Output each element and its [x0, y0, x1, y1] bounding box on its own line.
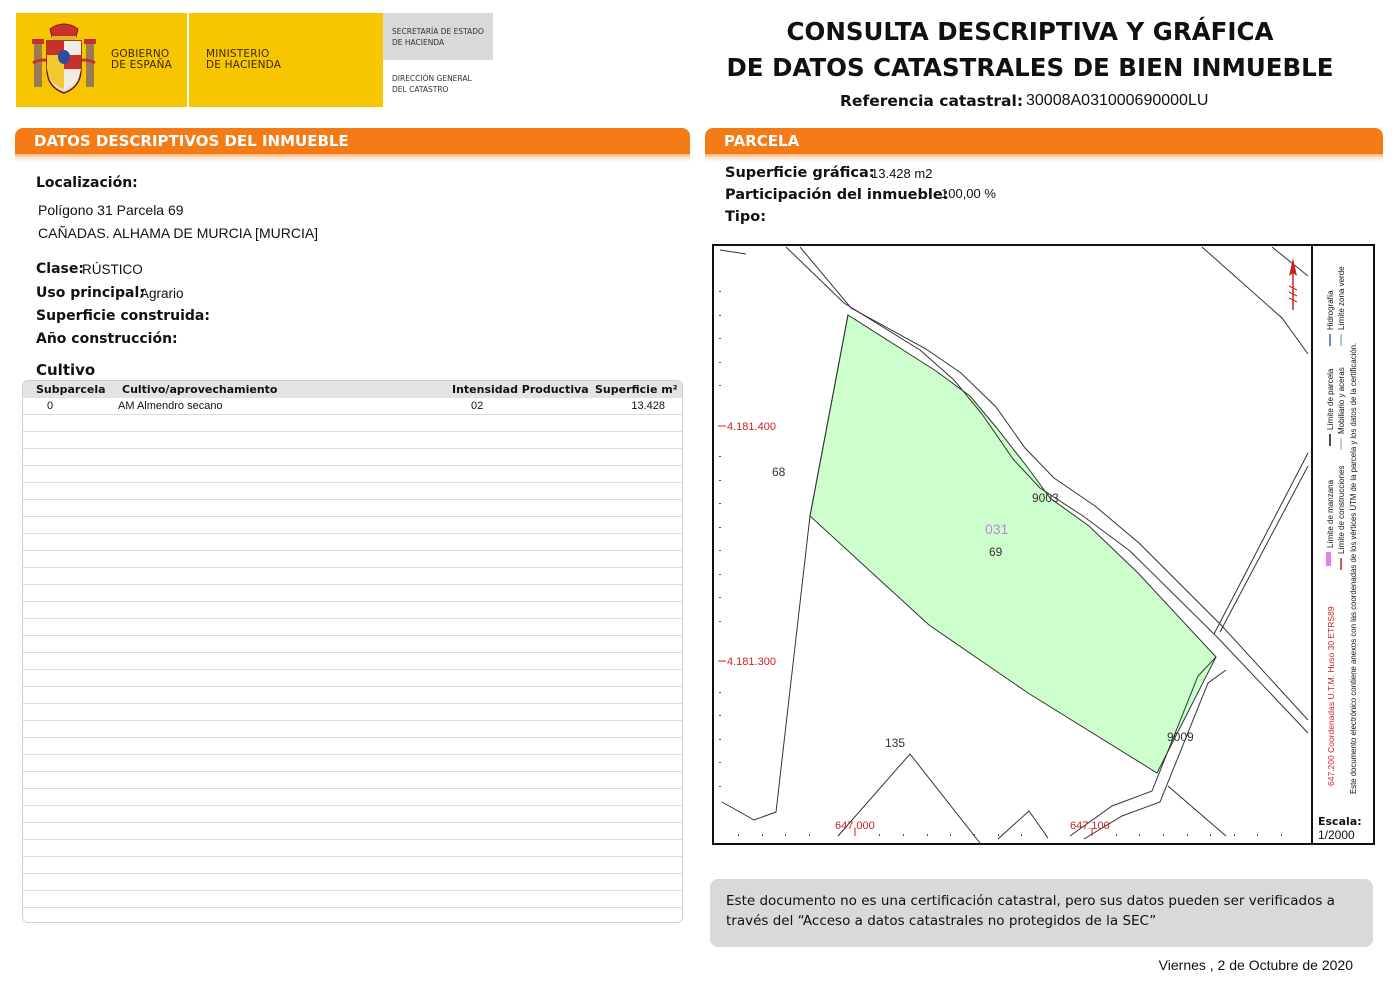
localizacion-line1: Polígono 31 Parcela 69 — [38, 202, 184, 218]
table-row-empty — [23, 755, 682, 772]
logo-gobierno: GOBIERNO DE ESPAÑA — [111, 48, 173, 71]
note-line1: Este documento no es una certificación catastral, pero sus datos pueden ser verificados a — [726, 893, 1335, 909]
superficie-grafica-label: Superficie gráfica: — [725, 165, 875, 181]
uso-principal-label: Uso principal: — [36, 285, 145, 301]
table-row-empty — [23, 619, 682, 636]
cell-intensidad: 02 — [471, 400, 484, 412]
escala-value: 1/2000 — [1318, 828, 1355, 842]
label-135: 135 — [885, 736, 906, 750]
coord-label-647100: 647.100 — [1070, 820, 1110, 832]
parcel-map-drawing — [714, 246, 1311, 843]
section-header-shadow — [705, 154, 1383, 162]
table-row-empty — [23, 806, 682, 823]
legend-divider — [1311, 246, 1313, 843]
cultivo-table — [22, 380, 683, 923]
coord-label-4181300: 4.181.300 — [727, 656, 776, 668]
table-row-empty — [23, 840, 682, 857]
table-row-empty — [23, 517, 682, 534]
table-row-empty — [23, 721, 682, 738]
parcel-boundary — [998, 811, 1048, 839]
header-superficie: Superficie m² — [595, 383, 678, 396]
table-row-empty — [23, 908, 682, 923]
table-row-empty — [23, 823, 682, 840]
table-row-empty — [23, 636, 682, 653]
table-row-empty — [23, 670, 682, 687]
table-row-empty — [23, 534, 682, 551]
table-row-empty — [23, 891, 682, 908]
coord-label-4181400: 4.181.400 — [727, 421, 776, 433]
logo-secretaria: SECRETARÍA DE ESTADO DE HACIENDA — [392, 27, 484, 47]
legend-manzana: Límite de manzana — [1326, 479, 1335, 548]
uso-principal-value: Agrario — [140, 286, 184, 301]
label-poligono: 031 — [985, 521, 1009, 537]
road-line — [1214, 453, 1308, 634]
logo-separator — [187, 13, 189, 107]
anio-construccion-label: Año construcción: — [36, 331, 178, 347]
label-9003: 9003 — [1032, 491, 1059, 505]
legend-manzana-swatch — [1326, 552, 1331, 566]
table-row-empty — [23, 789, 682, 806]
table-row-empty — [23, 687, 682, 704]
label-68: 68 — [772, 465, 786, 479]
document-date: Viernes , 2 de Octubre de 2020 — [1158, 957, 1353, 973]
localizacion-line2: CAÑADAS. ALHAMA DE MURCIA [MURCIA] — [38, 225, 319, 241]
north-arrow-icon — [1286, 256, 1300, 314]
parcel-boundary — [1168, 786, 1226, 836]
logo-direccion: DIRECCIÓN GENERAL DEL CATASTRO — [392, 74, 472, 94]
table-row-empty — [23, 449, 682, 466]
header-intensidad: Intensidad Productiva — [452, 383, 589, 396]
escala-label: Escala: — [1318, 815, 1362, 828]
table-row-empty — [23, 500, 682, 517]
section-header-datos-descriptivos: DATOS DESCRIPTIVOS DEL INMUEBLE — [15, 128, 690, 154]
table-row-empty — [23, 551, 682, 568]
label-parcela: 69 — [989, 545, 1003, 559]
tipo-label: Tipo: — [725, 209, 767, 225]
header-subparcela: Subparcela — [36, 383, 106, 396]
participacion-value: 100,00 % — [941, 186, 996, 201]
coord-label-647000: 647.000 — [835, 820, 875, 832]
legend-hidrografia: Hidrografía — [1326, 290, 1335, 330]
cell-subparcela: 0 — [47, 400, 54, 412]
table-row-empty — [23, 568, 682, 585]
table-row-empty — [23, 602, 682, 619]
superficie-grafica-value: 13.428 m2 — [871, 166, 933, 181]
parcel-boundary — [722, 315, 848, 820]
document-title: CONSULTA DESCRIPTIVA Y GRÁFICA DE DATOS CATASTRALES DE BIEN INMUEBLE — [726, 17, 1334, 82]
table-row-empty — [23, 415, 682, 432]
legend-disclaimer: Este documento electrónico contiene anexos con las coordenadas de los vértices UTM de la parcela y los datos de la certificación. — [1349, 342, 1358, 794]
section-header-parcela: PARCELA — [705, 128, 1383, 154]
table-row-empty — [23, 483, 682, 500]
parcel-69-polygon — [810, 315, 1216, 773]
legend-parcela: Límite de parcela — [1326, 368, 1335, 430]
table-row-empty — [23, 432, 682, 449]
legend-construcciones: Límite de construcciones — [1337, 465, 1346, 554]
map-legend — [1314, 246, 1374, 812]
superficie-construida-label: Superficie construida: — [36, 308, 210, 324]
participacion-label: Participación del inmueble: — [725, 187, 949, 203]
clase-value: RÚSTICO — [82, 262, 143, 277]
legend-coordinates: 647.200 Coordenadas U.T.M. Huso 30 ETRS89 — [1326, 606, 1336, 786]
referencia-value: 30008A031000690000LU — [1026, 92, 1209, 109]
table-row-empty — [23, 738, 682, 755]
table-row-empty — [23, 772, 682, 789]
table-header — [23, 381, 682, 398]
table-row-empty — [23, 874, 682, 891]
table-row-empty — [23, 653, 682, 670]
label-9009: 9009 — [1167, 730, 1194, 744]
coat-of-arms-icon — [30, 23, 98, 97]
legend-zona-verde: Límite zona verde — [1337, 266, 1346, 330]
table-row — [23, 398, 682, 415]
table-row-empty — [23, 466, 682, 483]
localizacion-label: Localización: — [36, 175, 138, 191]
road-line — [1220, 466, 1308, 632]
header-cultivo: Cultivo/aprovechamiento — [122, 383, 278, 396]
table-row-empty — [23, 857, 682, 874]
referencia-label: Referencia catastral: — [840, 92, 1024, 110]
clase-label: Clase: — [36, 261, 84, 277]
parcel-boundary — [720, 250, 746, 254]
legend-mobiliario: Mobiliario y aceras — [1337, 367, 1346, 434]
logo-ministerio: MINISTERIO DE HACIENDA — [206, 48, 282, 71]
cultivo-title: Cultivo — [36, 361, 96, 379]
section-header-shadow — [15, 154, 690, 162]
table-row-empty — [23, 585, 682, 602]
disclaimer-note — [710, 879, 1373, 947]
cell-cultivo: AM Almendro secano — [118, 400, 223, 412]
cell-superficie: 13.428 — [631, 400, 665, 412]
table-row-empty — [23, 704, 682, 721]
note-line2: través del “Acceso a datos catastrales no protegidos de la SEC” — [726, 913, 1157, 929]
